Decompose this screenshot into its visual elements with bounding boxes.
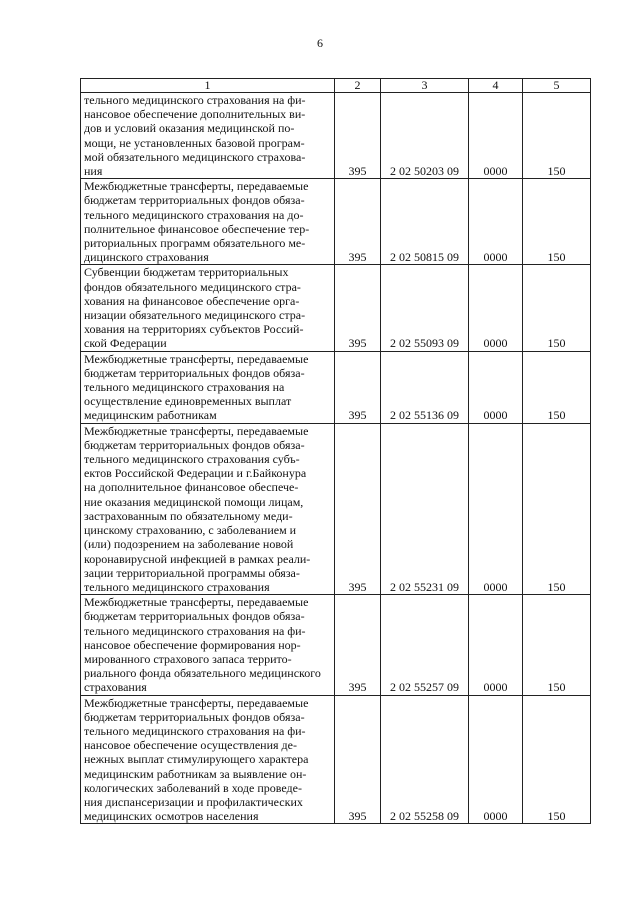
description-line: Межбюджетные трансферты, передаваемые	[84, 179, 309, 194]
row-description	[81, 595, 335, 695]
description-line: Межбюджетные трансферты, передаваемые	[84, 595, 309, 610]
description-line: нансовое обеспечение формирования нор-	[84, 637, 301, 652]
classifier-code: 150	[523, 695, 591, 824]
description-line: тельного медицинского страхования на фи-	[84, 623, 306, 638]
description-line: дов и условий оказания медицинской по-	[84, 121, 295, 136]
description-line: кологических заболеваний в ходе проведе-	[84, 780, 302, 795]
description-line: низации обязательного медицинского стра-	[84, 308, 306, 323]
description-line: мощи, не установленных базовой програм-	[84, 135, 305, 150]
table-row	[81, 595, 591, 695]
description-line: мированного страхового запаса террито-	[84, 651, 292, 666]
classifier-code: 150	[523, 265, 591, 351]
description-line: медицинским работникам за выявление он-	[84, 766, 307, 781]
description-line: тельного медицинского страхования на фи-	[84, 93, 306, 107]
sub-code: 0000	[469, 695, 523, 824]
description-line: нансовое обеспечение осуществления де-	[84, 738, 297, 753]
revenue-code: 2 02 55257 09	[381, 595, 469, 695]
description-line: бюджетам территориальных фондов обяза-	[84, 193, 305, 208]
description-line: фондов обязательного медицинского стра-	[84, 279, 301, 294]
column-header-1: 1	[81, 79, 335, 93]
description-line: хования на финансовое обеспечение орга-	[84, 293, 300, 308]
description-line: риториальных программ обязательного ме-	[84, 236, 306, 251]
table-row	[81, 695, 591, 824]
classifier-code: 150	[523, 423, 591, 594]
row-description	[81, 93, 335, 179]
description-line: тельного медицинского страхования на до-	[84, 207, 304, 222]
admin-code: 395	[335, 423, 381, 594]
admin-code: 395	[335, 265, 381, 351]
sub-code: 0000	[469, 265, 523, 351]
description-line: нежных выплат стимулирующего характера	[84, 752, 309, 767]
description-line: риального фонда обязательного медицинского	[84, 666, 321, 681]
admin-code: 395	[335, 179, 381, 265]
classifier-code: 150	[523, 595, 591, 695]
description-line: медицинских осмотров населения	[84, 809, 259, 824]
row-description	[81, 423, 335, 594]
table-row	[81, 351, 591, 423]
sub-code: 0000	[469, 351, 523, 423]
description-line: бюджетам территориальных фондов обяза-	[84, 437, 305, 452]
header-row	[81, 79, 591, 93]
admin-code: 395	[335, 595, 381, 695]
description-line: страхования	[84, 680, 147, 695]
row-description	[81, 351, 335, 423]
classifier-code: 150	[523, 93, 591, 179]
description-line: ние оказания медицинской помощи лицам,	[84, 494, 304, 509]
description-line: зации территориальной программы обяза-	[84, 565, 300, 580]
description-line: мой обязательного медицинского страхова-	[84, 149, 306, 164]
description-line: тельного медицинского страхования субъ-	[84, 452, 300, 467]
description-line: Межбюджетные трансферты, передаваемые	[84, 351, 309, 366]
description-line: хования на территориях субъектов Россий-	[84, 322, 304, 337]
revenue-code: 2 02 55258 09	[381, 695, 469, 824]
description-line: тельного медицинского страхования на фи-	[84, 723, 306, 738]
classifier-code: 150	[523, 179, 591, 265]
row-description	[81, 695, 335, 824]
description-line: ния	[84, 164, 103, 179]
admin-code: 395	[335, 93, 381, 179]
revenue-code: 2 02 50815 09	[381, 179, 469, 265]
description-line: дицинского страхования	[84, 250, 209, 265]
description-line: цинскому страхованию, с заболеванием и	[84, 523, 297, 538]
description-line: тельного медицинского страхования на	[84, 380, 285, 395]
description-line: застрахованным по обязательному меди-	[84, 508, 293, 523]
admin-code: 395	[335, 351, 381, 423]
description-line: полнительное финансовое обеспечение тер-	[84, 221, 310, 236]
description-line: тельного медицинского страхования	[84, 579, 270, 594]
description-line: медицинским работникам	[84, 408, 217, 423]
table-row	[81, 93, 591, 179]
column-header-5: 5	[523, 79, 591, 93]
sub-code: 0000	[469, 423, 523, 594]
description-line: ния диспансеризации и профилактических	[84, 794, 303, 809]
sub-code: 0000	[469, 93, 523, 179]
budget-table	[80, 78, 591, 824]
description-line: бюджетам территориальных фондов обяза-	[84, 365, 305, 380]
row-description	[81, 265, 335, 351]
revenue-code: 2 02 55136 09	[381, 351, 469, 423]
column-header-3: 3	[381, 79, 469, 93]
admin-code: 395	[335, 695, 381, 824]
description-line: нансовое обеспечение дополнительных ви-	[84, 107, 306, 122]
description-line: Межбюджетные трансферты, передаваемые	[84, 423, 309, 438]
row-description	[81, 179, 335, 265]
description-line: Межбюджетные трансферты, передаваемые	[84, 695, 309, 710]
description-line: бюджетам территориальных фондов обяза-	[84, 609, 305, 624]
sub-code: 0000	[469, 179, 523, 265]
description-line: коронавирусной инфекцией в рамках реали-	[84, 551, 311, 566]
description-line: (или) подозрением на заболевание новой	[84, 537, 294, 552]
classifier-code: 150	[523, 351, 591, 423]
sub-code: 0000	[469, 595, 523, 695]
table-row	[81, 179, 591, 265]
revenue-code: 2 02 55231 09	[381, 423, 469, 594]
description-line: Субвенции бюджетам территориальных	[84, 265, 289, 280]
description-line: бюджетам территориальных фондов обяза-	[84, 709, 305, 724]
revenue-code: 2 02 55093 09	[381, 265, 469, 351]
column-header-4: 4	[469, 79, 523, 93]
table-row	[81, 265, 591, 351]
description-line: ской Федерации	[84, 336, 167, 351]
description-line: осуществление единовременных выплат	[84, 394, 292, 409]
table-row	[81, 423, 591, 594]
column-header-2: 2	[335, 79, 381, 93]
description-line: на дополнительное финансовое обеспече-	[84, 480, 299, 495]
description-line: ектов Российской Федерации и г.Байконура	[84, 466, 307, 481]
revenue-code: 2 02 50203 09	[381, 93, 469, 179]
page-number: 6	[317, 36, 323, 50]
